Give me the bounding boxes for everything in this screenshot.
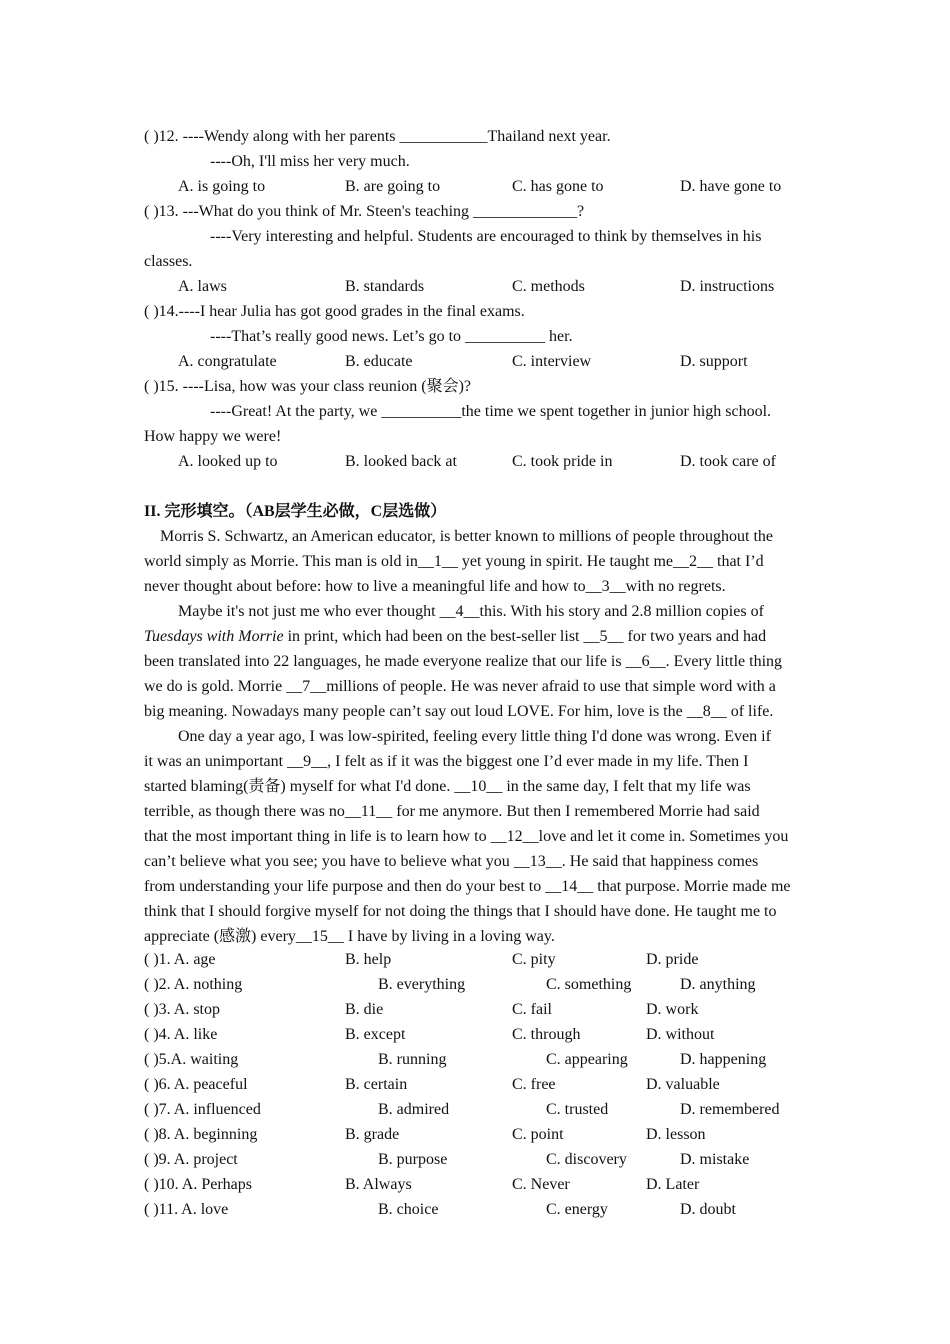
passage-line: that the most important thing in life is to learn how to __12__love and let it come in. Sometimes you bbox=[144, 828, 789, 845]
cloze-question-6-option-b: B. certain bbox=[345, 1076, 408, 1093]
cloze-question-11-option-c: C. energy bbox=[546, 1201, 608, 1218]
question-14-stem: ( )14.----I hear Julia has got good grades in the final exams. bbox=[144, 303, 525, 320]
question-13-stem: ( )13. ---What do you think of Mr. Steen's teaching _____________? bbox=[144, 203, 585, 220]
cloze-question-11-option-b: B. choice bbox=[378, 1201, 439, 1218]
cloze-question-10-option-a: ( )10. A. Perhaps bbox=[144, 1176, 252, 1193]
cloze-question-11-option-a: ( )11. A. love bbox=[144, 1201, 229, 1218]
cloze-question-3-option-c: C. fail bbox=[512, 1001, 552, 1018]
cloze-question-2-option-d: D. anything bbox=[680, 976, 756, 993]
cloze-question-8-option-d: D. lesson bbox=[646, 1126, 706, 1143]
passage-line: Maybe it's not just me who ever thought __4__this. With his story and 2.8 million copies of bbox=[178, 603, 764, 620]
cloze-question-7-option-b: B. admired bbox=[378, 1101, 450, 1118]
question-15-option-c: C. took pride in bbox=[512, 453, 613, 470]
cloze-question-6-option-d: D. valuable bbox=[646, 1076, 720, 1093]
cloze-question-6-option-a: ( )6. A. peaceful bbox=[144, 1076, 248, 1093]
question-13-option-c: C. methods bbox=[512, 278, 585, 295]
question-15-stem: ( )15. ----Lisa, how was your class reunion (聚会)? bbox=[144, 378, 472, 395]
passage-line: appreciate (感激) every__15__ I have by living in a loving way. bbox=[144, 928, 555, 945]
question-14-option-a: A. congratulate bbox=[178, 353, 277, 370]
question-12-option-c: C. has gone to bbox=[512, 178, 604, 195]
question-13-option-d: D. instructions bbox=[680, 278, 775, 295]
cloze-question-5-option-d: D. happening bbox=[680, 1051, 767, 1068]
cloze-question-3-option-a: ( )3. A. stop bbox=[144, 1001, 220, 1018]
cloze-question-1-option-d: D. pride bbox=[646, 951, 699, 968]
cloze-question-8-option-a: ( )8. A. beginning bbox=[144, 1126, 258, 1143]
passage-line: we do is gold. Morrie __7__millions of people. He was never afraid to use that simple word with a bbox=[144, 678, 776, 695]
cloze-question-4-option-d: D. without bbox=[646, 1026, 715, 1043]
question-13-reply-line2: classes. bbox=[144, 253, 193, 270]
cloze-question-7-option-a: ( )7. A. influenced bbox=[144, 1101, 261, 1118]
cloze-question-3-option-b: B. die bbox=[345, 1001, 384, 1018]
passage-line: world simply as Morrie. This man is old in__1__ yet young in spirit. He taught me__2__ that I’d bbox=[144, 553, 764, 570]
cloze-question-4-option-c: C. through bbox=[512, 1026, 581, 1043]
cloze-question-3-option-d: D. work bbox=[646, 1001, 699, 1018]
question-15-option-b: B. looked back at bbox=[345, 453, 457, 470]
cloze-question-2-option-c: C. something bbox=[546, 976, 632, 993]
cloze-question-1-option-c: C. pity bbox=[512, 951, 556, 968]
question-15-reply-line2: How happy we were! bbox=[144, 428, 282, 445]
cloze-question-5-option-c: C. appearing bbox=[546, 1051, 628, 1068]
passage-line: Morris S. Schwartz, an American educator, is better known to millions of people throughout the bbox=[160, 528, 774, 545]
question-12-option-d: D. have gone to bbox=[680, 178, 782, 195]
cloze-question-9-option-d: D. mistake bbox=[680, 1151, 750, 1168]
cloze-question-5-option-a: ( )5.A. waiting bbox=[144, 1051, 239, 1068]
passage-line: it was an unimportant __9__, I felt as if it was the biggest one I’d ever made in my life. Then I bbox=[144, 753, 749, 770]
question-12-option-a: A. is going to bbox=[178, 178, 266, 195]
question-13-option-b: B. standards bbox=[345, 278, 425, 295]
cloze-question-1-option-b: B. help bbox=[345, 951, 392, 968]
cloze-question-9-option-b: B. purpose bbox=[378, 1151, 448, 1168]
question-14-reply: ----That’s really good news. Let’s go to __________ her. bbox=[210, 328, 573, 345]
question-12-reply: ----Oh, I'll miss her very much. bbox=[210, 153, 410, 170]
cloze-question-7-option-d: D. remembered bbox=[680, 1101, 780, 1118]
cloze-question-8-option-c: C. point bbox=[512, 1126, 564, 1143]
question-14-option-c: C. interview bbox=[512, 353, 592, 370]
cloze-question-10-option-c: C. Never bbox=[512, 1176, 570, 1193]
cloze-question-2-option-b: B. everything bbox=[378, 976, 466, 993]
cloze-question-9-option-a: ( )9. A. project bbox=[144, 1151, 238, 1168]
question-13-option-a: A. laws bbox=[178, 278, 227, 295]
question-13-reply-line1: ----Very interesting and helpful. Students are encouraged to think by themselves in his bbox=[210, 228, 762, 245]
passage-line: from understanding your life purpose and then do your best to __14__ that purpose. Morrie made me bbox=[144, 878, 791, 895]
passage-line: big meaning. Nowadays many people can’t say out loud LOVE. For him, love is the __8__ of life. bbox=[144, 703, 774, 720]
cloze-question-6-option-c: C. free bbox=[512, 1076, 556, 1093]
cloze-question-4-option-a: ( )4. A. like bbox=[144, 1026, 218, 1043]
question-15-option-a: A. looked up to bbox=[178, 453, 278, 470]
cloze-question-10-option-b: B. Always bbox=[345, 1176, 412, 1193]
section-2-heading: II. 完形填空。（AB层学生必做，C层选做） bbox=[144, 503, 447, 520]
passage-line: Tuesdays with Morrie in print, which had been on the best-seller list __5__ for two years and had bbox=[144, 628, 767, 645]
question-15-option-d: D. took care of bbox=[680, 453, 776, 470]
question-12-stem: ( )12. ----Wendy along with her parents ___________Thailand next year. bbox=[144, 128, 611, 145]
cloze-question-5-option-b: B. running bbox=[378, 1051, 447, 1068]
passage-line: One day a year ago, I was low-spirited, feeling every little thing I'd done was wrong. Even if bbox=[178, 728, 771, 745]
passage-line: terrible, as though there was no__11__ for me anymore. But then I remembered Morrie had said bbox=[144, 803, 760, 820]
cloze-question-11-option-d: D. doubt bbox=[680, 1201, 736, 1218]
passage-line: started blaming(责备) myself for what I'd done. __10__ in the same day, I felt that my life was bbox=[144, 778, 751, 795]
cloze-question-10-option-d: D. Later bbox=[646, 1176, 700, 1193]
cloze-question-4-option-b: B. except bbox=[345, 1026, 406, 1043]
question-14-option-b: B. educate bbox=[345, 353, 413, 370]
passage-line: never thought about before: how to live a meaningful life and how to__3__with no regrets. bbox=[144, 578, 726, 595]
cloze-question-7-option-c: C. trusted bbox=[546, 1101, 609, 1118]
cloze-question-9-option-c: C. discovery bbox=[546, 1151, 627, 1168]
passage-line: been translated into 22 languages, he made everyone realize that our life is __6__. Every little thing bbox=[144, 653, 783, 670]
cloze-question-1-option-a: ( )1. A. age bbox=[144, 951, 216, 968]
question-12-option-b: B. are going to bbox=[345, 178, 441, 195]
question-14-option-d: D. support bbox=[680, 353, 748, 370]
cloze-question-8-option-b: B. grade bbox=[345, 1126, 400, 1143]
question-15-reply-line1: ----Great! At the party, we __________the time we spent together in junior high school. bbox=[210, 403, 772, 420]
cloze-question-2-option-a: ( )2. A. nothing bbox=[144, 976, 243, 993]
passage-line: think that I should forgive myself for not doing the things that I should have done. He taught me to bbox=[144, 903, 777, 920]
passage-line: can’t believe what you see; you have to believe what you __13__. He said that happiness comes bbox=[144, 853, 759, 870]
